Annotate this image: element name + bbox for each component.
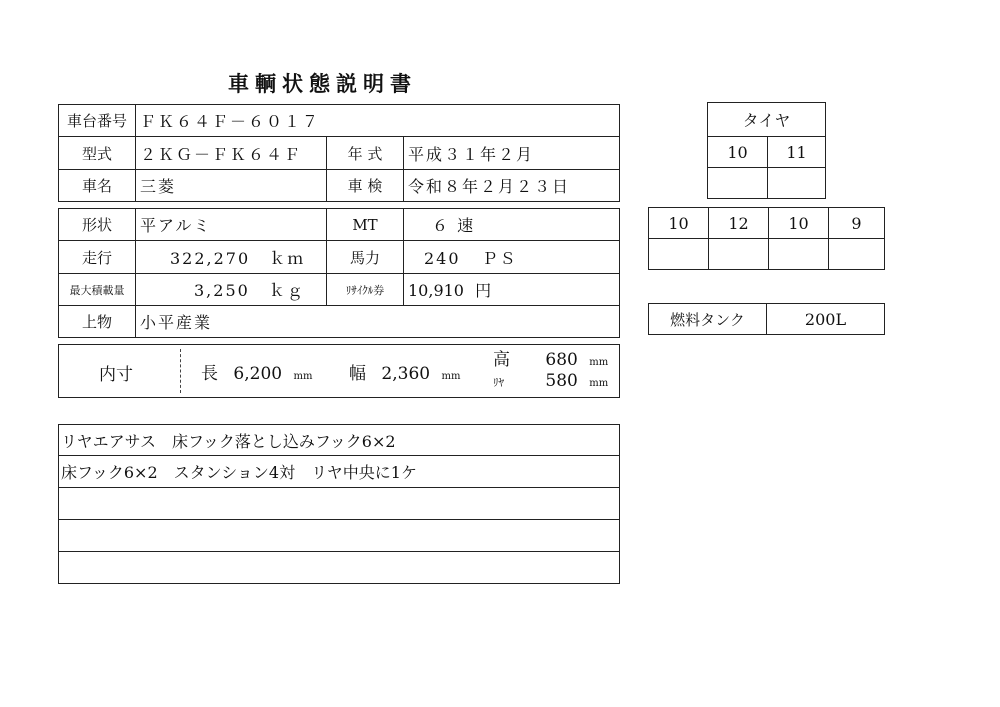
- tire-front-right-blank: [768, 168, 826, 199]
- dimensions-box: [58, 344, 620, 398]
- remarks-line-1: リヤエアサス 床フック落とし込みフック6×2: [59, 425, 620, 456]
- inspection-value: 令和８年２月２３日: [404, 170, 620, 202]
- width-group: [349, 359, 460, 384]
- shape-value: 平アルミ: [136, 209, 327, 241]
- remarks-line-5: [59, 552, 620, 584]
- width-unit: mm: [441, 371, 461, 382]
- year-value: 平成３１年２月: [404, 137, 620, 170]
- height-value: 680: [545, 350, 578, 370]
- tire-rear-4-blank: [829, 239, 885, 270]
- inspection-label: 車 検: [327, 170, 404, 202]
- length-group: [201, 359, 312, 384]
- name-label: 車名: [59, 170, 136, 202]
- power-label: 馬力: [327, 241, 404, 274]
- capacity-cell: [136, 274, 327, 306]
- height-label: 高: [493, 350, 510, 370]
- model-value: ２ＫＧ－ＦＫ６４Ｆ: [136, 137, 327, 170]
- power-unit: ＰＳ: [481, 248, 518, 268]
- height-unit: mm: [589, 357, 609, 368]
- transmission-value: ６ 速: [404, 209, 620, 241]
- recycle-cell: [404, 274, 620, 306]
- length-label: 長: [201, 364, 218, 384]
- remarks-line-4: [59, 520, 620, 552]
- tire-rear-table: [648, 207, 885, 270]
- width-label: 幅: [349, 364, 366, 384]
- recycle-label: ﾘｻｲｸﾙ券: [327, 274, 404, 306]
- year-label: 年 式: [327, 137, 404, 170]
- tire-front-table: [707, 102, 826, 199]
- chassis-value: ＦＫ６４Ｆ－６０１７: [136, 105, 620, 137]
- mileage-unit: ｋｍ: [269, 248, 306, 268]
- page-title: 車輌状態説明書: [228, 71, 417, 96]
- name-value: 三菱: [136, 170, 327, 202]
- remarks-line-3: [59, 488, 620, 520]
- fuel-value: 200L: [767, 304, 885, 335]
- remarks-table: [58, 424, 620, 584]
- tire-front-left-blank: [708, 168, 768, 199]
- power-cell: [404, 241, 620, 274]
- capacity-unit: ｋｇ: [268, 281, 305, 300]
- tire-rear-1-blank: [649, 239, 709, 270]
- length-unit: mm: [293, 371, 313, 382]
- capacity-value: 3,250: [194, 281, 250, 300]
- fuel-label: 燃料タンク: [649, 304, 767, 335]
- power-value: 240: [424, 248, 461, 268]
- rear-height-group: [493, 371, 608, 391]
- fuel-table: [648, 303, 885, 335]
- shape-label: 形状: [59, 209, 136, 241]
- dimensions-label: 内寸: [99, 365, 133, 385]
- tire-label: タイヤ: [708, 103, 826, 137]
- rear-unit: mm: [589, 378, 609, 389]
- rear-label: ﾘﾔ: [493, 376, 504, 389]
- tire-front-left: 10: [708, 137, 768, 168]
- body-label: 上物: [59, 306, 136, 338]
- vehicle-info-table: [58, 104, 620, 202]
- tire-rear-3-blank: [769, 239, 829, 270]
- dimensions-divider: [180, 349, 181, 393]
- recycle-value: 10,910: [408, 281, 464, 300]
- tire-rear-1: 10: [649, 208, 709, 239]
- width-value: 2,360: [381, 364, 431, 384]
- tire-rear-2: 12: [709, 208, 769, 239]
- transmission-label: MT: [327, 209, 404, 241]
- mileage-value: 322,270: [170, 248, 251, 268]
- remarks-line-2: 床フック6×2 スタンション4対 リヤ中央に1ケ: [59, 456, 620, 488]
- tire-rear-3: 10: [769, 208, 829, 239]
- recycle-unit: 円: [475, 281, 492, 300]
- tire-front-right: 11: [768, 137, 826, 168]
- rear-value: 580: [545, 371, 578, 391]
- body-value: 小平産業: [136, 306, 620, 338]
- mileage-cell: [136, 241, 327, 274]
- tire-rear-2-blank: [709, 239, 769, 270]
- capacity-label: 最大積載量: [59, 274, 136, 306]
- model-label: 型式: [59, 137, 136, 170]
- chassis-label: 車台番号: [59, 105, 136, 137]
- height-group: [493, 345, 608, 370]
- tire-rear-4: 9: [829, 208, 885, 239]
- mileage-label: 走行: [59, 241, 136, 274]
- length-value: 6,200: [233, 364, 283, 384]
- specs-table: [58, 208, 620, 338]
